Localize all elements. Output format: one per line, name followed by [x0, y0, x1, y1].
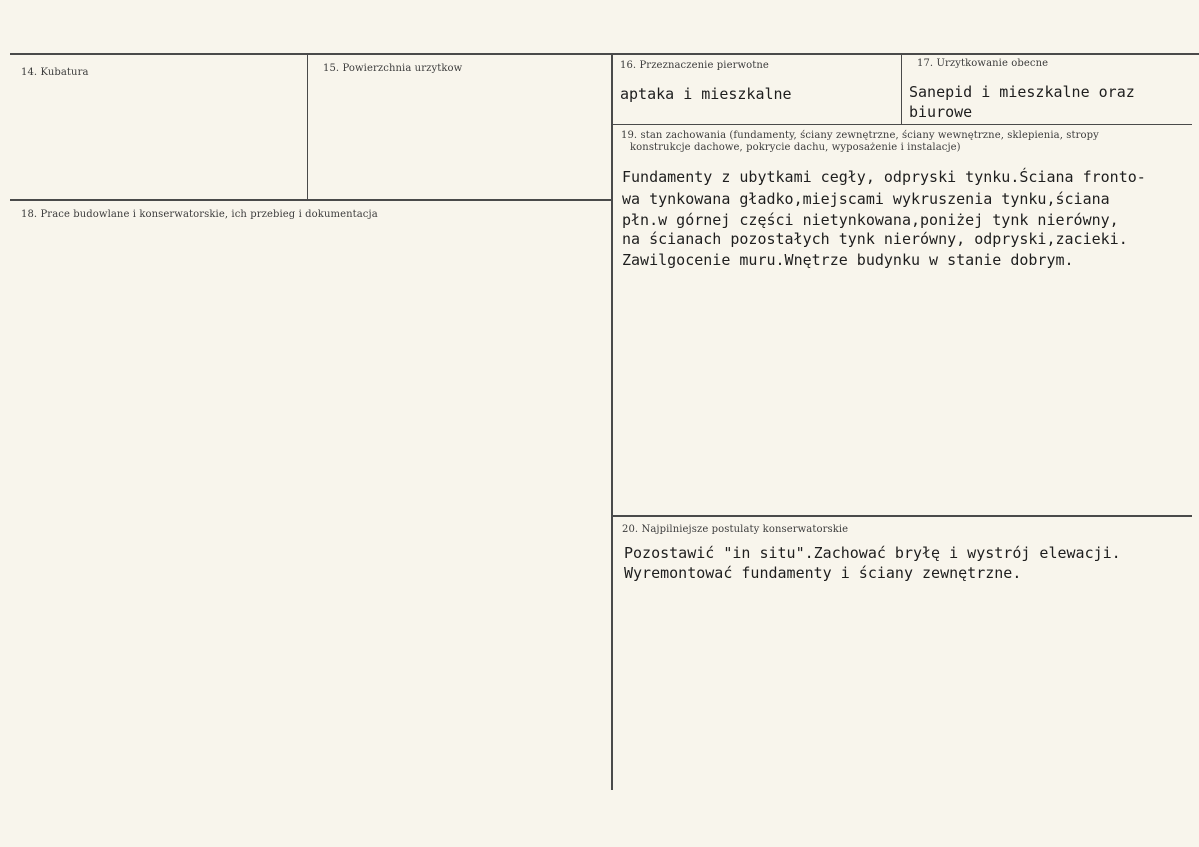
field-18-label: 18. Prace budowlane i konserwatorskie, ich przebieg i dokumentacja	[21, 209, 378, 220]
field-19-label-line1: 19. stan zachowania (fundamenty, ściany zewnętrzne, ściany wewnętrzne, sklepienia, stropy	[621, 130, 1099, 141]
field-20-label: 20. Najpilniejsze postulaty konserwatorskie	[622, 524, 849, 535]
rule-above-20	[612, 515, 1192, 517]
main-vertical-divider	[611, 55, 613, 790]
field-19-line-1: Fundamenty z ubytkami cegły, odpryski tynku.Ściana fronto-	[622, 168, 1146, 186]
field-19-line-3: płn.w górnej części nietynkowana,poniżej tynk nierówny,	[622, 211, 1119, 229]
field-19-line-2: wa tynkowana gładko,miejscami wykruszenia tynku,ściana	[622, 190, 1110, 208]
top-rule	[10, 53, 1199, 55]
field-16-value: aptaka i mieszkalne	[620, 85, 792, 103]
divider-16-17	[901, 55, 902, 125]
field-20-line-2: Wyremontować fundamenty i ściany zewnętrzne.	[624, 564, 1022, 582]
field-15-label: 15. Powierzchnia urzytkow	[323, 63, 463, 74]
field-19-line-4: na ścianach pozostałych tynk nierówny, odpryski,zacieki.	[622, 230, 1128, 248]
field-17-value-line1: Sanepid i mieszkalne oraz	[909, 83, 1135, 101]
field-17-label: 17. Urzytkowanie obecne	[917, 58, 1049, 69]
field-16-label: 16. Przeznaczenie pierwotne	[620, 60, 769, 71]
divider-14-15	[307, 55, 308, 200]
field-17-value-line2: biurowe	[909, 103, 973, 121]
field-19-label-line2: konstrukcje dachowe, pokrycie dachu, wyposażenie i instalacje)	[630, 142, 961, 153]
rule-below-16-17	[612, 124, 1192, 125]
field-14-label: 14. Kubatura	[21, 67, 89, 78]
field-20-line-1: Pozostawić "in situ".Zachować bryłę i wystrój elewacji.	[624, 544, 1121, 562]
rule-below-14-15	[10, 199, 612, 201]
field-19-line-5: Zawilgocenie muru.Wnętrze budynku w stanie dobrym.	[622, 251, 1074, 269]
